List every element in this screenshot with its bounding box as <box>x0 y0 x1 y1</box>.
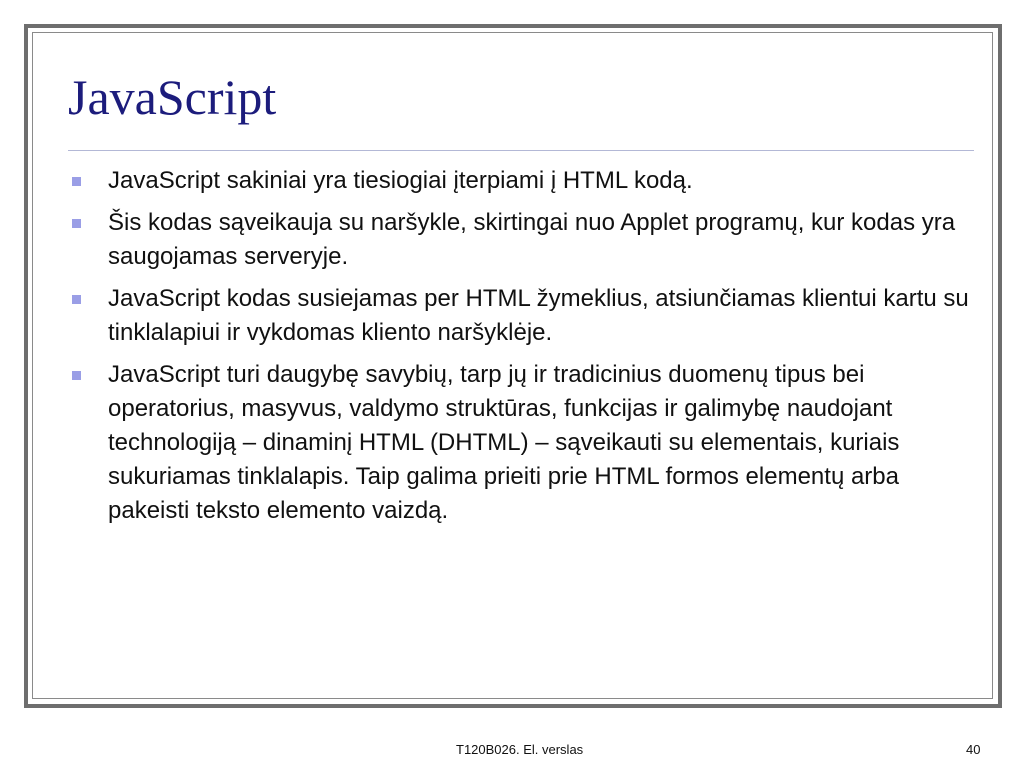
bullet-item <box>72 358 972 528</box>
bullet-item <box>72 164 972 198</box>
square-bullet-icon <box>72 177 81 186</box>
bullet-text: JavaScript sakiniai yra tiesiogiai įterpiami į HTML kodą. <box>108 167 693 194</box>
page-number: 40 <box>966 742 981 757</box>
bullet-list <box>72 164 972 536</box>
bullet-text: JavaScript kodas susiejamas per HTML žymeklius, atsiunčiamas klientui kartu su tinklalapiui ir vykdomas kliento naršyklėje. <box>108 285 969 346</box>
square-bullet-icon <box>72 295 81 304</box>
bullet-text: Šis kodas sąveikauja su naršykle, skirtingai nuo Applet programų, kur kodas yra saugojamas serveryje. <box>108 209 956 270</box>
square-bullet-icon <box>72 219 81 228</box>
title-divider <box>68 150 974 151</box>
bullet-item <box>72 206 972 274</box>
slide-title: JavaScript <box>68 69 277 125</box>
footer-course-label: T120B026. El. verslas <box>456 742 584 757</box>
bullet-text: JavaScript turi daugybę savybių, tarp jų ir tradicinius duomenų tipus bei operatorius, masyvus, valdymo struktūras, funkcijas ir galimybę naudojant technologiją – dinaminį HTML (DHTML) – sąveikauti su elementais, kuriais sukuriamas tinklalapis. Taip galima prieiti prie HTML formos elementų arba pakeisti teksto elemento vaizdą. <box>108 361 900 524</box>
square-bullet-icon <box>72 371 81 380</box>
bullet-item <box>72 282 972 350</box>
